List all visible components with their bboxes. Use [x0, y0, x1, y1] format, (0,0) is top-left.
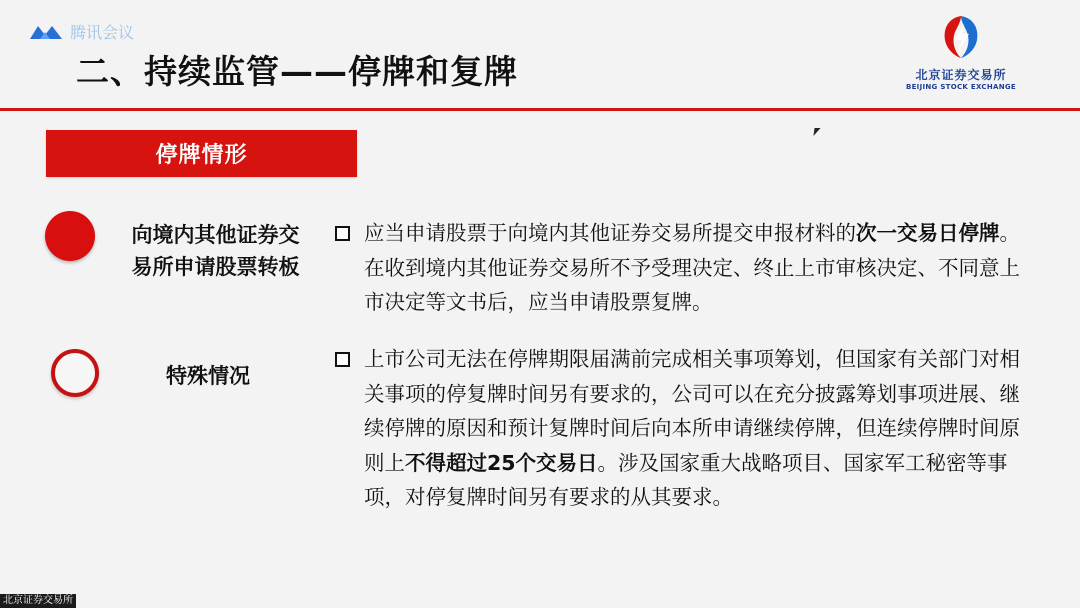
- meeting-app-name: 腾讯会议: [70, 23, 135, 42]
- bse-logo-en: BEIJING STOCK EXCHANGE: [905, 83, 1017, 91]
- item-label-transfer: [108, 219, 323, 283]
- text-segment: 。涉及国家重大战略项目、国家军工秘密等事项，对停复牌时间另有要求的从其要求。: [364, 450, 1008, 509]
- emphasis-text: 不得超过25个交易日: [405, 450, 598, 475]
- item-description-transfer: [364, 216, 1034, 320]
- bse-logo-icon: [939, 14, 983, 60]
- square-bullet-icon: [335, 352, 350, 367]
- text-segment: 。在收到境内其他证券交易所不予受理决定、终止上市审核决定、不同意上市决定等文书后，应当申请股票复牌。: [364, 221, 1020, 314]
- item-label-special: 特殊情况: [166, 364, 250, 388]
- slide-title: 二、持续监管——停牌和复牌: [76, 52, 518, 91]
- item-label-line: 易所申请股票转板: [131, 255, 300, 279]
- footer-watermark: 北京证券交易所: [0, 594, 76, 608]
- emphasis-text: 次一交易日停牌: [856, 221, 1000, 245]
- tencent-meeting-logo-icon: [28, 23, 64, 41]
- square-bullet-icon: [335, 226, 350, 241]
- meeting-app-logo: [28, 20, 134, 43]
- outline-circle-icon: [51, 349, 99, 397]
- section-header: 停牌情形: [46, 130, 357, 177]
- text-segment: 上市公司无法在停牌期限届满前完成相关事项筹划，但国家有关部门对相关事项的停复牌时间另有要求的，公司可以在充分披露筹划事项进展、继续停牌的原因和预计复牌时间后向本所申请继续停牌，但连续停牌时间原则上: [364, 347, 1020, 475]
- bse-logo: [905, 14, 1017, 91]
- item-label-line: 向境内其他证券交: [131, 223, 300, 247]
- item-description-special: [364, 342, 1034, 515]
- title-divider: [0, 108, 1080, 111]
- mouse-cursor-icon: [813, 128, 820, 136]
- filled-circle-icon: [45, 211, 95, 261]
- bse-logo-cn: 北京证券交易所: [915, 68, 1007, 82]
- text-segment: 应当申请股票于向境内其他证券交易所提交申报材料的: [364, 221, 856, 245]
